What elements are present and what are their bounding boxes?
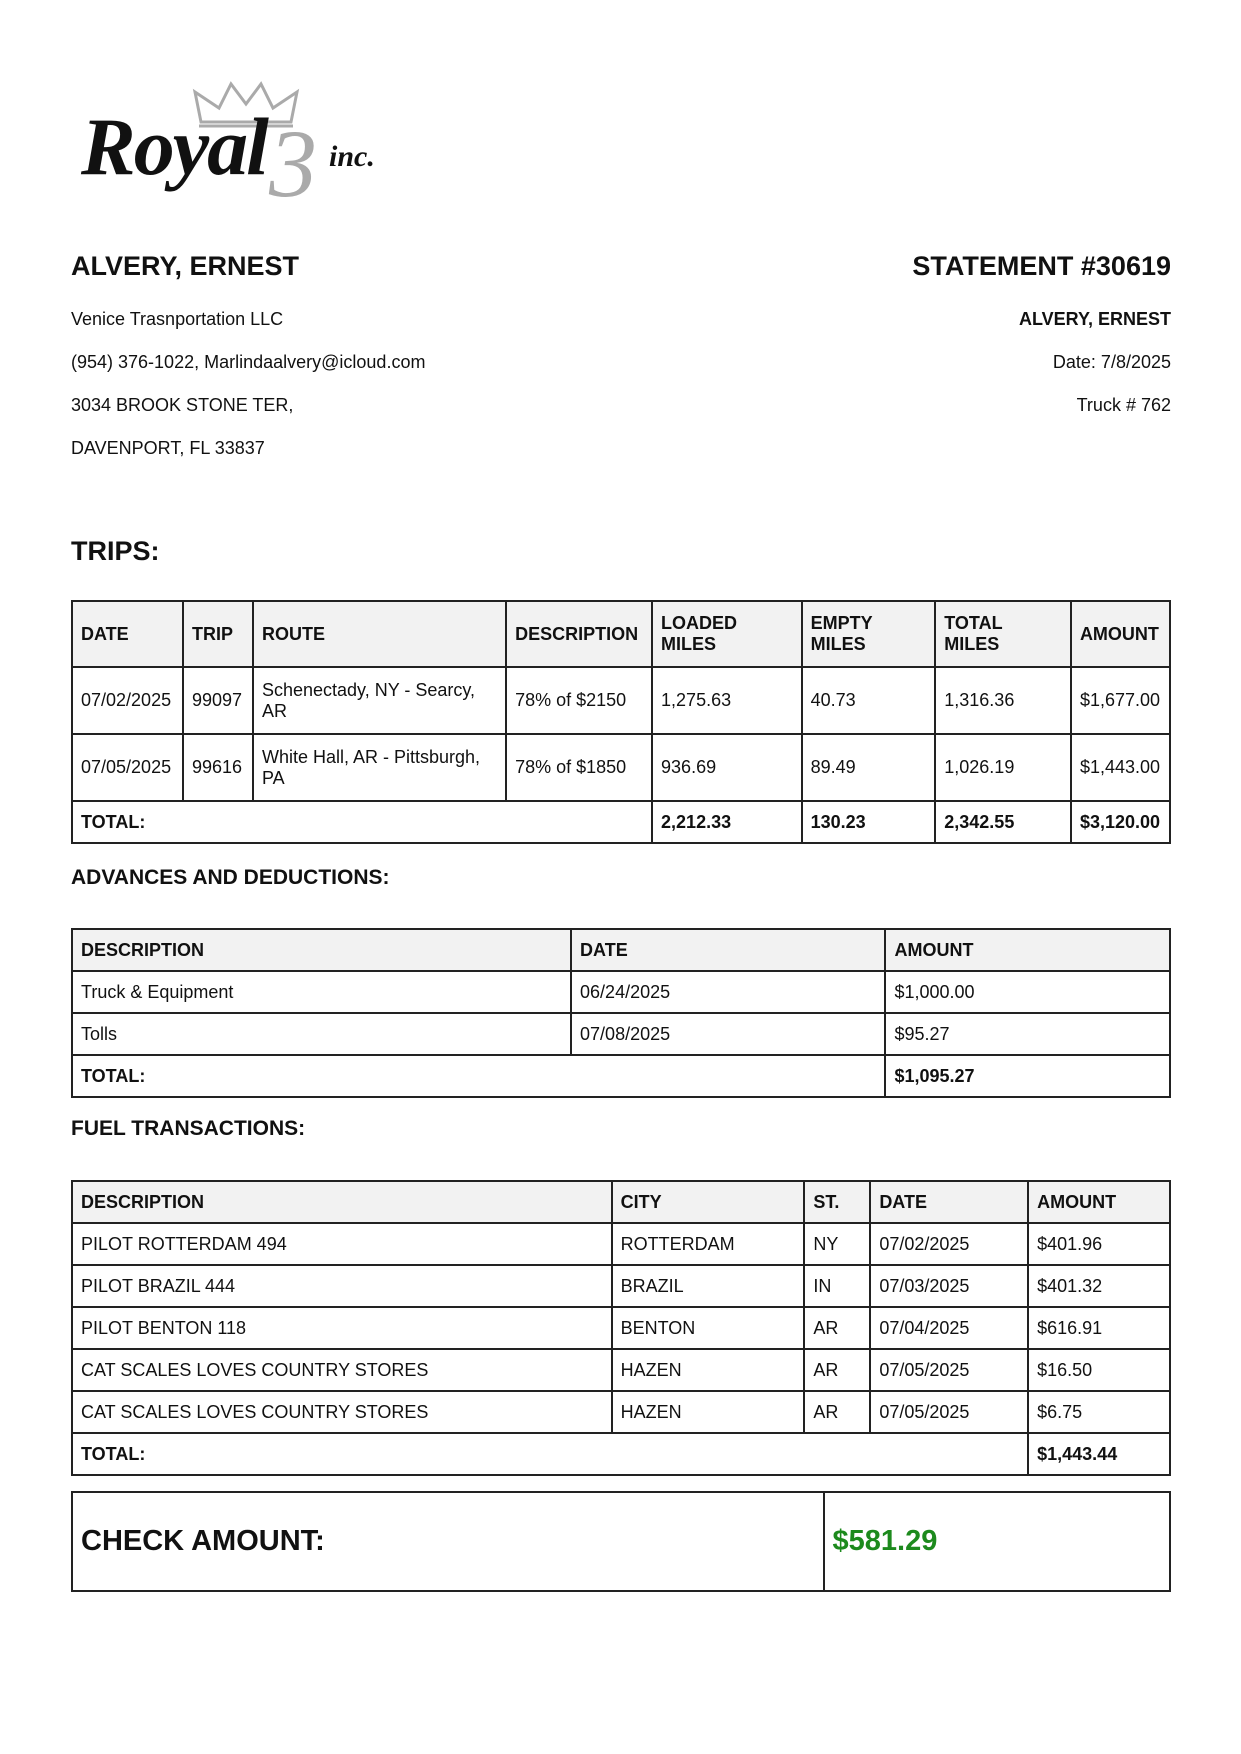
total-label: TOTAL: bbox=[72, 801, 652, 843]
table-row bbox=[72, 1223, 1170, 1265]
fuel-amount: $401.96 bbox=[1028, 1223, 1170, 1265]
advance-description: Tolls bbox=[72, 1013, 571, 1055]
fuel-amount: $16.50 bbox=[1028, 1349, 1170, 1391]
col-header: DESCRIPTION bbox=[72, 1181, 612, 1223]
check-amount-box bbox=[71, 1491, 1171, 1592]
fuel-description: CAT SCALES LOVES COUNTRY STORES bbox=[72, 1391, 612, 1433]
check-amount-value: $581.29 bbox=[824, 1492, 1170, 1591]
fuel-state: AR bbox=[804, 1307, 870, 1349]
total-label: TOTAL: bbox=[72, 1055, 885, 1097]
logo-wordmark: Royal bbox=[81, 101, 267, 192]
fuel-table bbox=[71, 1180, 1171, 1476]
trips-total-row bbox=[72, 801, 1170, 843]
fuel-header-row bbox=[72, 1181, 1170, 1223]
table-row bbox=[72, 1349, 1170, 1391]
advances-section-title: ADVANCES AND DEDUCTIONS: bbox=[71, 866, 390, 889]
logo-inc: inc. bbox=[329, 140, 375, 173]
trip-description: 78% of $1850 bbox=[506, 734, 652, 801]
fuel-date: 07/05/2025 bbox=[870, 1391, 1028, 1433]
fuel-state: AR bbox=[804, 1391, 870, 1433]
col-header: DESCRIPTION bbox=[72, 929, 571, 971]
check-amount-label: CHECK AMOUNT: bbox=[72, 1492, 824, 1591]
advances-header-row bbox=[72, 929, 1170, 971]
col-header: EMPTY MILES bbox=[802, 601, 936, 667]
fuel-city: ROTTERDAM bbox=[612, 1223, 805, 1265]
table-row bbox=[72, 667, 1170, 734]
fuel-total-row bbox=[72, 1433, 1170, 1475]
table-row bbox=[72, 734, 1170, 801]
driver-address-line2: DAVENPORT, FL 33837 bbox=[71, 438, 265, 458]
fuel-city: BENTON bbox=[612, 1307, 805, 1349]
advances-total-row bbox=[72, 1055, 1170, 1097]
table-row bbox=[72, 1391, 1170, 1433]
col-header: DESCRIPTION bbox=[506, 601, 652, 667]
fuel-state: IN bbox=[804, 1265, 870, 1307]
trip-number: 99097 bbox=[183, 667, 253, 734]
trip-amount: $1,677.00 bbox=[1071, 667, 1170, 734]
col-header: DATE bbox=[571, 929, 885, 971]
fuel-date: 07/04/2025 bbox=[870, 1307, 1028, 1349]
statement-date: Date: 7/8/2025 bbox=[1052, 352, 1171, 372]
fuel-city: HAZEN bbox=[612, 1391, 805, 1433]
fuel-state: NY bbox=[804, 1223, 870, 1265]
advance-description: Truck & Equipment bbox=[72, 971, 571, 1013]
col-header: AMOUNT bbox=[885, 929, 1170, 971]
trip-date: 07/05/2025 bbox=[72, 734, 183, 801]
fuel-city: BRAZIL bbox=[612, 1265, 805, 1307]
total-loaded-miles: 2,212.33 bbox=[652, 801, 802, 843]
trip-loaded-miles: 936.69 bbox=[652, 734, 802, 801]
total-empty-miles: 130.23 bbox=[802, 801, 936, 843]
col-header: TOTAL MILES bbox=[935, 601, 1071, 667]
trip-number: 99616 bbox=[183, 734, 253, 801]
fuel-description: PILOT ROTTERDAM 494 bbox=[72, 1223, 612, 1265]
driver-address-line1: 3034 BROOK STONE TER, bbox=[71, 395, 294, 415]
trip-amount: $1,443.00 bbox=[1071, 734, 1170, 801]
fuel-amount: $6.75 bbox=[1028, 1391, 1170, 1433]
trip-route: Schenectady, NY - Searcy, AR bbox=[253, 667, 506, 734]
fuel-city: HAZEN bbox=[612, 1349, 805, 1391]
fuel-section-title: FUEL TRANSACTIONS: bbox=[71, 1117, 306, 1140]
fuel-description: PILOT BENTON 118 bbox=[72, 1307, 612, 1349]
trip-loaded-miles: 1,275.63 bbox=[652, 667, 802, 734]
col-header: LOADED MILES bbox=[652, 601, 802, 667]
advance-amount: $95.27 bbox=[885, 1013, 1170, 1055]
company-logo bbox=[81, 78, 401, 217]
table-row bbox=[72, 1013, 1170, 1055]
trips-section-title: TRIPS: bbox=[71, 536, 160, 566]
driver-contact: (954) 376-1022, Marlindaalvery@icloud.com bbox=[71, 352, 426, 372]
advances-table bbox=[71, 928, 1171, 1098]
col-header: TRIP bbox=[183, 601, 253, 667]
fuel-date: 07/05/2025 bbox=[870, 1349, 1028, 1391]
advance-date: 06/24/2025 bbox=[571, 971, 885, 1013]
trip-description: 78% of $2150 bbox=[506, 667, 652, 734]
col-header: CITY bbox=[612, 1181, 805, 1223]
fuel-amount: $401.32 bbox=[1028, 1265, 1170, 1307]
fuel-description: CAT SCALES LOVES COUNTRY STORES bbox=[72, 1349, 612, 1391]
table-row bbox=[72, 1265, 1170, 1307]
table-row bbox=[72, 1307, 1170, 1349]
col-header: ROUTE bbox=[253, 601, 506, 667]
advance-date: 07/08/2025 bbox=[571, 1013, 885, 1055]
fuel-amount: $616.91 bbox=[1028, 1307, 1170, 1349]
driver-info bbox=[71, 250, 671, 459]
table-row bbox=[72, 971, 1170, 1013]
driver-company: Venice Trasnportation LLC bbox=[71, 309, 284, 329]
total-amount: $1,443.44 bbox=[1028, 1433, 1170, 1475]
col-header: ST. bbox=[804, 1181, 870, 1223]
col-header: DATE bbox=[870, 1181, 1028, 1223]
trips-header-row bbox=[72, 601, 1170, 667]
col-header: AMOUNT bbox=[1071, 601, 1170, 667]
trip-total-miles: 1,316.36 bbox=[935, 667, 1071, 734]
driver-name: ALVERY, ERNEST bbox=[71, 251, 300, 281]
trip-empty-miles: 40.73 bbox=[802, 667, 936, 734]
advance-amount: $1,000.00 bbox=[885, 971, 1170, 1013]
total-amount: $1,095.27 bbox=[885, 1055, 1170, 1097]
statement-info bbox=[671, 250, 1171, 416]
fuel-description: PILOT BRAZIL 444 bbox=[72, 1265, 612, 1307]
col-header: DATE bbox=[72, 601, 183, 667]
statement-name: ALVERY, ERNEST bbox=[1018, 309, 1171, 329]
fuel-date: 07/03/2025 bbox=[870, 1265, 1028, 1307]
total-miles: 2,342.55 bbox=[935, 801, 1071, 843]
trip-date: 07/02/2025 bbox=[72, 667, 183, 734]
fuel-state: AR bbox=[804, 1349, 870, 1391]
logo-numeral: 3 bbox=[269, 110, 317, 217]
trip-empty-miles: 89.49 bbox=[802, 734, 936, 801]
total-label: TOTAL: bbox=[72, 1433, 1028, 1475]
trips-table bbox=[71, 600, 1171, 844]
fuel-date: 07/02/2025 bbox=[870, 1223, 1028, 1265]
statement-title: STATEMENT #30619 bbox=[912, 251, 1171, 281]
col-header: AMOUNT bbox=[1028, 1181, 1170, 1223]
total-amount: $3,120.00 bbox=[1071, 801, 1170, 843]
statement-truck: Truck # 762 bbox=[1076, 395, 1171, 415]
trip-total-miles: 1,026.19 bbox=[935, 734, 1071, 801]
trip-route: White Hall, AR - Pittsburgh, PA bbox=[253, 734, 506, 801]
